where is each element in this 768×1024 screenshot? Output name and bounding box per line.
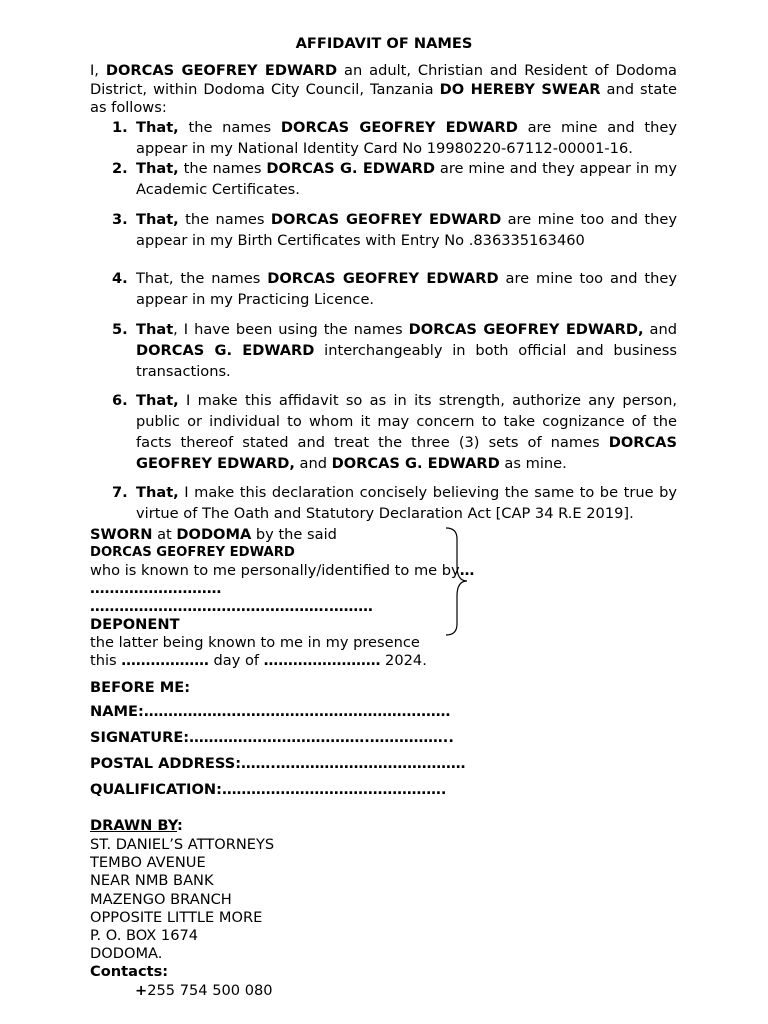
clause-2: 2. That, the names DORCAS G. EDWARD are mine and they appear in my Academic Certificates. <box>112 160 677 198</box>
before-me-label: BEFORE ME: <box>90 679 191 696</box>
signature-field: SIGNATURE:……………………………….…………….. <box>90 729 454 746</box>
date-line: this ……………… day of …………………… 2024. <box>90 652 427 669</box>
phone-number: +255 754 500 080 <box>135 981 273 999</box>
qualification-field: QUALIFICATION:………………………………………. <box>90 781 447 798</box>
address-line: MAZENGO BRANCH <box>90 890 232 908</box>
contacts-label: Contacts: <box>90 963 169 981</box>
clause-6: 6. That, I make this affidavit so as in its strength, authorize any person, public or individual to whom it may concern to take cognizance of the facts thereof stated and treat the three (3) sets of names DORCAS GEOFREY EDWARD, and DORCAS G. EDWARD as mine. <box>112 392 677 472</box>
clause-4: 4. That, the names DORCAS GEOFREY EDWARD are mine too and they appear in my Practicing Licence. <box>112 270 678 308</box>
name-field: NAME:……………………………………………………… <box>90 703 451 720</box>
sworn-line: SWORN at DODOMA by the said <box>90 526 337 543</box>
address-line: OPPOSITE LITTLE MORE <box>90 908 263 926</box>
address-line: TEMBO AVENUE <box>90 854 206 872</box>
identified-dots-1: ……………………… <box>90 580 222 597</box>
postal-address-field: POSTAL ADDRESS:…….………………………………… <box>90 755 466 772</box>
identified-line: who is known to me personally/identified to me by… <box>90 562 475 579</box>
clause-1: 1. That, the names DORCAS GEOFREY EDWARD are mine and they appear in my National Identity Card No 19980220-67112-00001-16. <box>112 119 678 157</box>
deponent-name: DORCAS GEOFREY EDWARD <box>90 545 295 560</box>
clause-5: 5. That, I have been using the names DORCAS GEOFREY EDWARD, and DORCAS G. EDWARD interchangeably in both official and business transactions. <box>112 321 677 380</box>
clause-7: 7. That, I make this declaration concisely believing the same to be true by virtue of The Oath and Statutory Declaration Act [CAP 34 R.E 2019]. <box>112 484 677 522</box>
presence-line: the latter being known to me in my presence <box>90 634 420 651</box>
address-line: P. O. BOX 1674 <box>90 927 199 945</box>
drawer-address <box>90 836 274 1000</box>
identified-dots-2: ………………………………………….……… <box>90 598 373 615</box>
curly-brace <box>440 526 472 640</box>
address-line: NEAR NMB BANK <box>90 872 214 890</box>
clause-3: 3. That, the names DORCAS GEOFREY EDWARD are mine too and they appear in my Birth Certificates with Entry No .836335163460 <box>112 211 678 249</box>
deponent-label: DEPONENT <box>90 616 180 633</box>
address-line: ST. DANIEL’S ATTORNEYS <box>90 836 275 853</box>
address-line: DODOMA. <box>90 945 163 963</box>
jurat-block <box>90 526 474 670</box>
intro-paragraph: I, DORCAS GEOFREY EDWARD an adult, Christian and Resident of Dodoma District, within Dodoma City Council, Tanzania DO HEREBY SWEAR and state as follows: <box>90 62 677 116</box>
document-title: AFFIDAVIT OF NAMES <box>295 35 473 52</box>
drawn-by-heading: DRAWN BY: <box>90 817 183 834</box>
